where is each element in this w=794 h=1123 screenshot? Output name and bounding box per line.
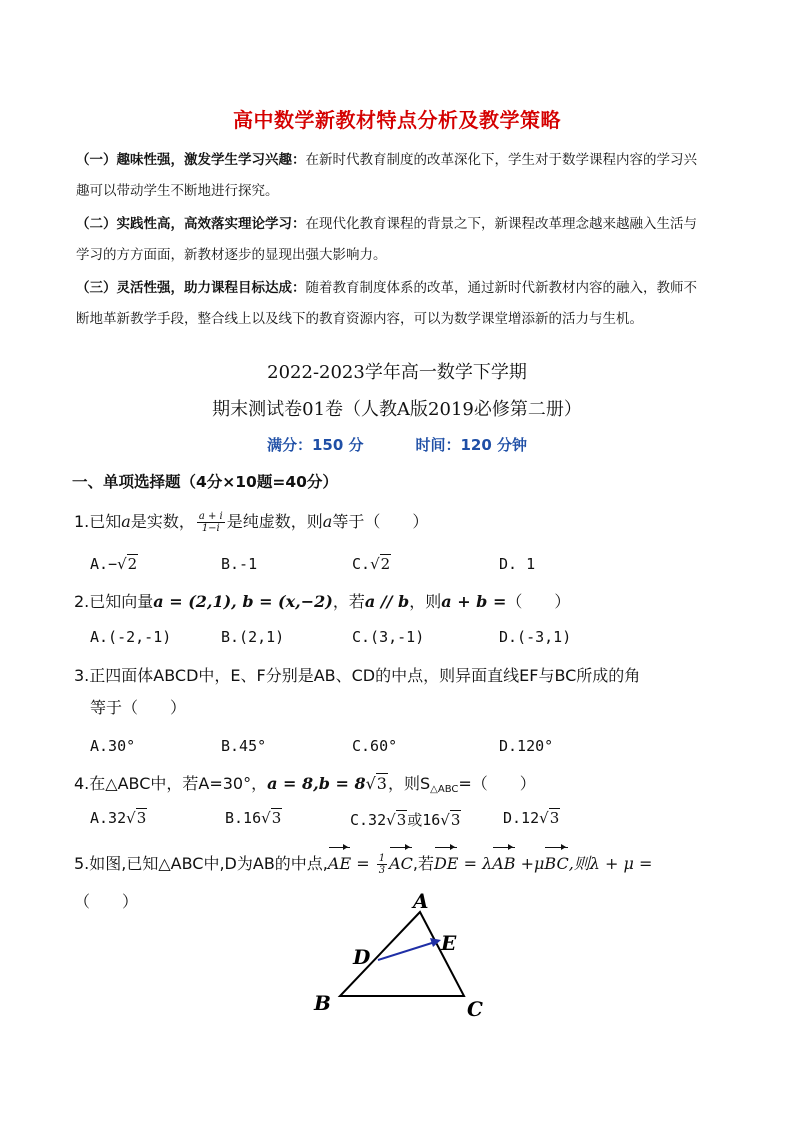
intro-paragraph-1: （一）趣味性强，激发学生学习兴趣：在新时代教育制度的改革深化下，学生对于数学课程内容的学习兴 趣可以带动学生不断地进行探究。 — [76, 152, 697, 199]
question-5: 5.如图,已知△ABC中,D为AB的中点,AE = $\frac{1}{3}$ AC,若DE = λAB +μBC,则λ + μ = （ ） — [74, 848, 754, 918]
q2-option-a[interactable]: A.(-2,-1) — [90, 628, 172, 646]
score-time-line — [0, 434, 794, 455]
exam-title-line-1: 2022-2023学年高一数学下学期 — [267, 362, 527, 383]
document-title: 高中数学新教材特点分析及教学策略 — [233, 108, 561, 132]
q3-option-a[interactable]: A.30° — [90, 737, 136, 755]
q3-option-d[interactable]: D.120° — [499, 737, 554, 755]
label-e: E — [441, 931, 457, 955]
q2-option-d[interactable]: D.(-3,1) — [499, 628, 572, 646]
q3-option-b[interactable]: B.45° — [221, 737, 267, 755]
q2-option-c[interactable]: C.(3,-1) — [352, 628, 425, 646]
intro-paragraph-3: （三）灵活性强，助力课程目标达成：随着教育制度体系的改革，通过新时代新教材内容的融入，教师不 断地革新教学手段，整合线上以及线下的教育资源内容，可以为数学课堂增添新的活力与生机。 — [76, 280, 697, 327]
intro-paragraph-2: （二）实践性高，高效落实理论学习：在现代化教育课程的背景之下，新课程改革理念越来越融入生活与 学习的方方面面，新教材逐步的显现出强大影响力。 — [76, 216, 697, 263]
exam-time: 时间：120 分钟 — [415, 436, 528, 454]
question-1: 1.已知a是实数， $\frac{a + i}{1-i}$ 是纯虚数，则a等于（ ） — [74, 511, 429, 534]
q4-option-d[interactable]: D.12√3 — [503, 809, 560, 827]
q3-option-c[interactable]: C.60° — [352, 737, 398, 755]
intro-lead-2: （二）实践性高，高效落实理论学习： — [76, 216, 306, 232]
intro-lead-3: （三）灵活性强，助力课程目标达成： — [76, 280, 306, 296]
q1-option-c[interactable]: C.√2 — [352, 555, 391, 573]
q1-option-d[interactable]: D. 1 — [499, 555, 536, 573]
triangle-figure — [300, 880, 500, 1030]
label-c: C — [467, 997, 483, 1021]
intro-lead-1: （一）趣味性强，激发学生学习兴趣： — [76, 152, 306, 168]
question-4: 4.在△ABC中，若A=30°，a = 8,b = 8√3，则$S_{\triangle ABC}=$（ ） — [74, 774, 536, 795]
q4-option-b[interactable]: B.16√3 — [225, 809, 282, 827]
fraction: $\frac{a + i}{1-i}$ — [198, 511, 223, 534]
q1-option-b[interactable]: B.-1 — [221, 555, 258, 573]
vector-arrowhead — [430, 938, 441, 947]
q2-option-b[interactable]: B.(2,1) — [221, 628, 285, 646]
label-a: A — [413, 889, 429, 913]
section-heading: 一、单项选择题（4分×10题=40分） — [72, 473, 338, 491]
question-2: 2.已知向量a = (2,1), b = (x,−2)，若a // b，则a + b =（ ） — [74, 592, 571, 611]
q1-option-a[interactable]: A.−√2 — [90, 555, 138, 573]
q4-option-c[interactable]: C.32√3或16√3 — [350, 811, 461, 829]
question-3: 3.正四面体ABCD中，E、F分别是AB、CD的中点，则异面直线EF与BC所成的角 等于（ ） — [74, 666, 641, 717]
vector-de — [378, 942, 435, 960]
full-score: 满分：150 分 — [266, 436, 364, 454]
q4-option-a[interactable]: A.32√3 — [90, 809, 147, 827]
label-d: D — [353, 945, 371, 969]
exam-title-line-2: 期末测试卷01卷（人教A版2019必修第二册） — [212, 399, 582, 420]
label-b: B — [314, 991, 331, 1015]
